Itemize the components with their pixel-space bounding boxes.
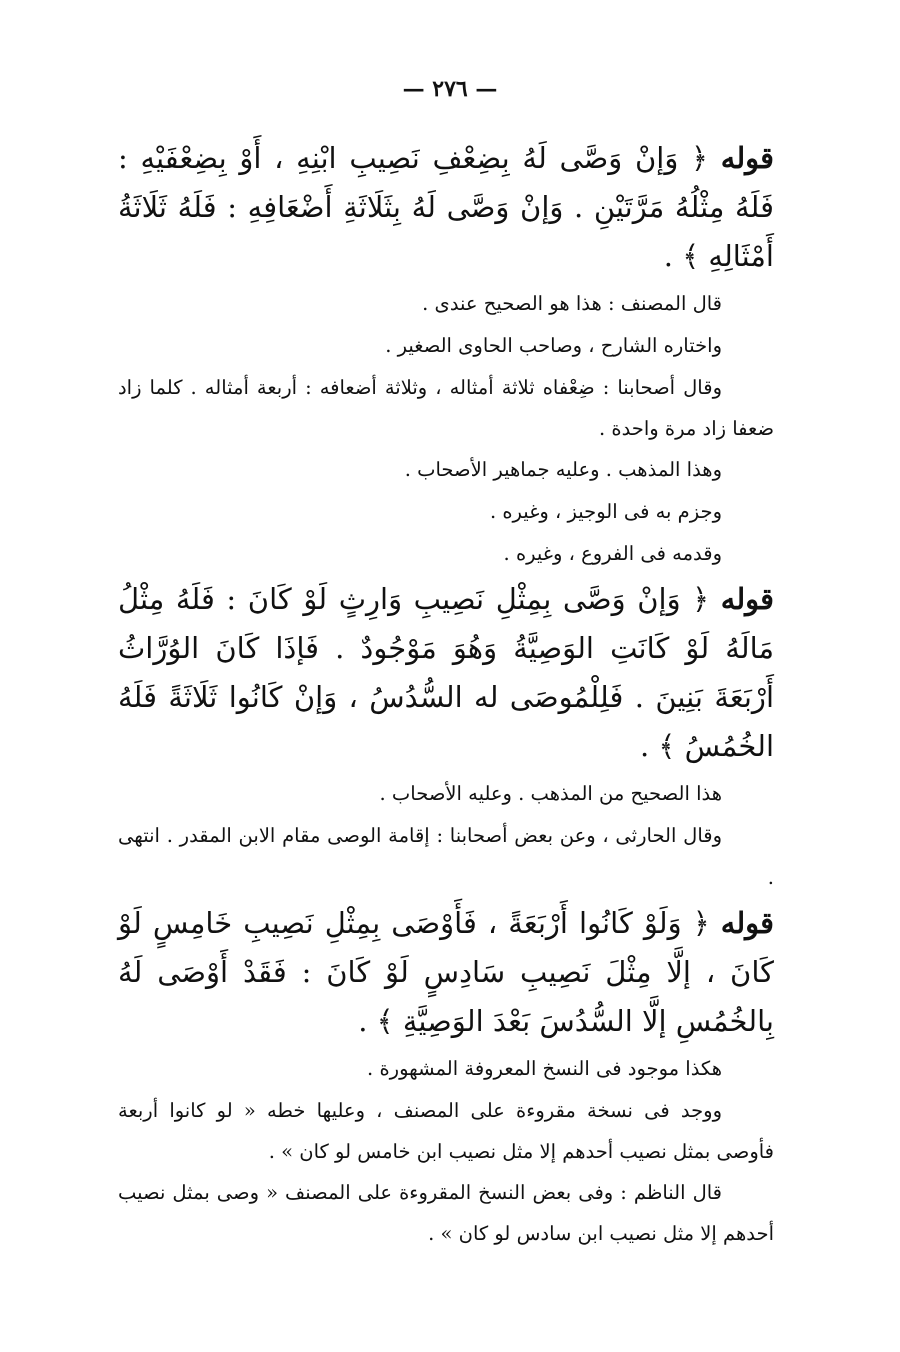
commentary-line: هكذا موجود فى النسخ المعروفة المشهورة . — [367, 1057, 722, 1080]
commentary-paragraph: وقال أصحابنا : ضِعْفاه ثلاثة أمثاله ، وثلاثة أضعافه : أربعة أمثاله . كلما زاد ضعفا زاد مرة واحدة . — [118, 376, 774, 440]
quote-paragraph — [118, 899, 774, 1046]
commentary-line: وجزم به فى الوجيز ، وغيره . — [489, 500, 722, 523]
commentary-line: وقدمه فى الفروع ، وغيره . — [503, 542, 722, 565]
commentary-paragraph: ووجد فى نسخة مقروءة على المصنف ، وعليها خطه « لو كانوا أربعة فأوصى بمثل نصيب أحدهم إلا مثل نصيب ابن خامس لو كان » . — [118, 1099, 774, 1163]
quote-text: ﴿ وَلَوْ كَانُوا أَرْبَعَةً ، فَأَوْصَى بِمِثْلِ نَصِيبِ خَامِسٍ لَوْ كَانَ ، إلَّا مِثْلَ نَصِيبِ سَادِسٍ لَوْ كَانَ : فَقَدْ أَوْصَى لَهُ بِالخُمُسِ إلَّا السُّدُسَ بَعْدَ الوَصِيَّةِ ﴾ . — [118, 906, 774, 1038]
page-number: — ٢٧٦ — — [402, 76, 498, 102]
commentary-line: وهذا المذهب . وعليه جماهير الأصحاب . — [404, 458, 722, 481]
quote-paragraph — [118, 134, 774, 281]
quote-lead: قوله — [720, 906, 774, 940]
quote-lead: قوله — [720, 141, 775, 175]
commentary-line: هذا الصحيح من المذهب . وعليه الأصحاب . — [379, 782, 722, 805]
commentary-line: قال المصنف : هذا هو الصحيح عندى . — [422, 292, 722, 315]
quote-text: ﴿ وَإنْ وَصَّى بِمِثْلِ نَصِيبِ وَارِثٍ لَوْ كَانَ : فَلَهُ مِثْلُ مَالَهُ لَوْ كَانَتِ الوَصِيَّةُ وَهُوَ مَوْجُودٌ . فَإذَا كَانَ الوُرَّاثُ أَرْبَعَةَ بَنِينَ . فَلِلْمُوصَى له السُّدُسُ ، وَإنْ كَانُوا ثَلَاثَةً فَلَهُ الخُمُسُ ﴾ . — [118, 582, 774, 763]
page-content — [118, 134, 774, 1254]
quote-text: ﴿ وَإنْ وَصَّى لَهُ بِضِعْفِ نَصِيبِ ابْنِهِ ، أَوْ بِضِعْفَيْهِ : فَلَهُ مِثْلُهُ مَرَّتَيْنِ . وَإنْ وَصَّى لَهُ بِثَلَاثَةِ أَضْعَافِهِ : فَلَهُ ثَلَاثَةُ أَمْثَالِهِ ﴾ . — [118, 141, 774, 273]
quote-paragraph — [118, 575, 774, 771]
commentary-line: وقال الحارثى ، وعن بعض أصحابنا : إقامة الوصى مقام الابن المقدر . انتهى . — [118, 824, 774, 889]
quote-lead: قوله — [720, 582, 775, 616]
commentary-paragraph: قال الناظم : وفى بعض النسخ المقروءة على المصنف « وصى بمثل نصيب أحدهم إلا مثل نصيب ابن سادس لو كان » . — [118, 1181, 774, 1245]
commentary-line: واختاره الشارح ، وصاحب الحاوى الصغير . — [385, 334, 722, 357]
